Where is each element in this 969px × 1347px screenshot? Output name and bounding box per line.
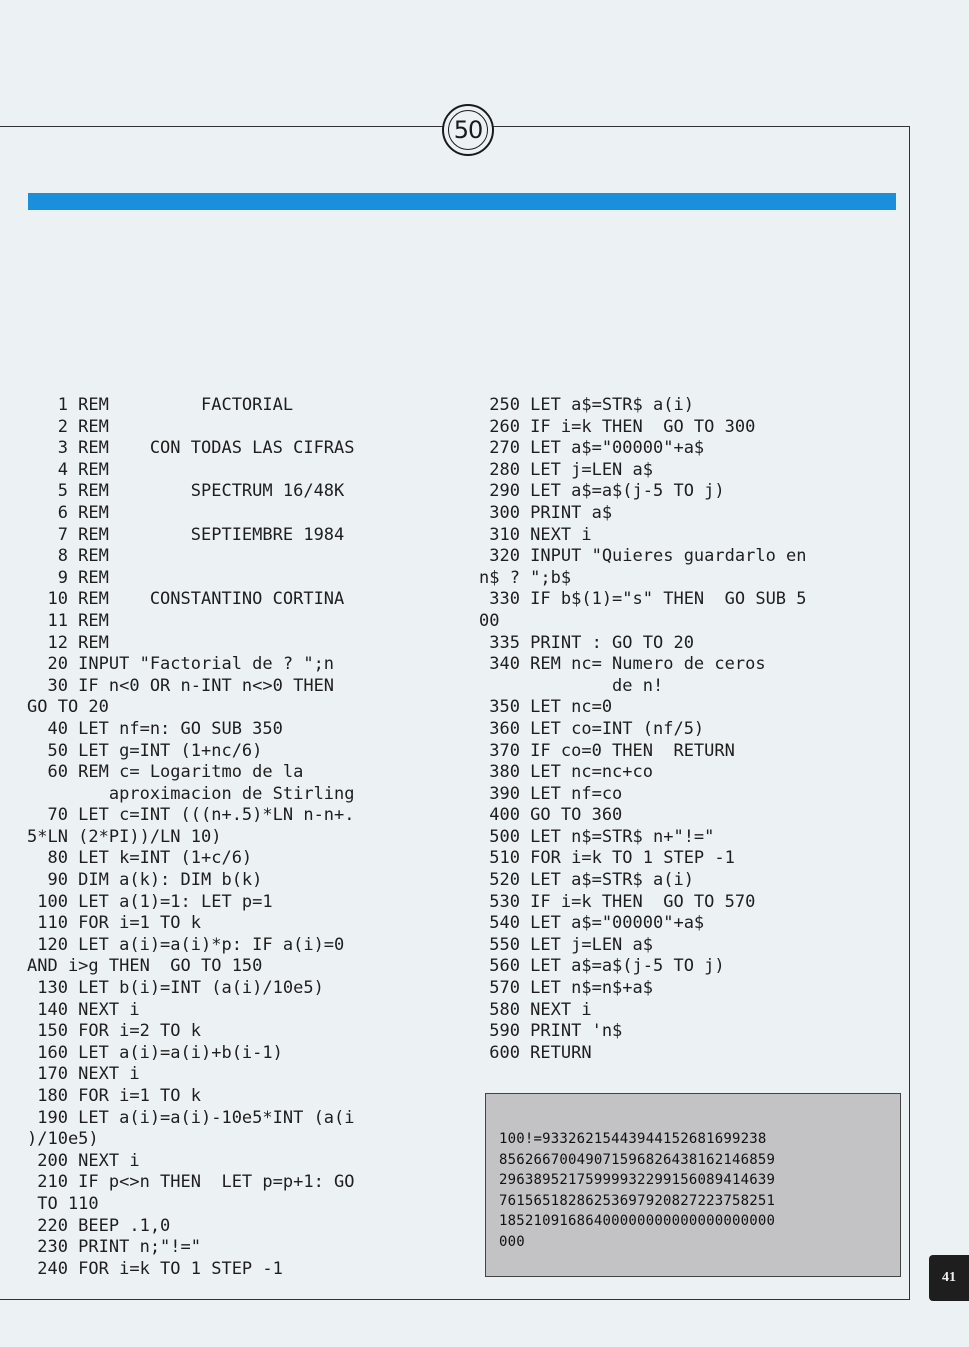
page-number: 41 xyxy=(929,1255,969,1301)
code-line: 270 LET a$="00000"+a$ xyxy=(479,438,705,459)
code-line: 310 NEXT i xyxy=(479,524,592,545)
code-line: 335 PRINT : GO TO 20 xyxy=(479,632,694,653)
code-line: 580 NEXT i xyxy=(479,999,592,1020)
code-line: 590 PRINT 'n$ xyxy=(479,1021,623,1042)
output-line: 000 xyxy=(499,1233,525,1250)
code-line: de n! xyxy=(479,675,664,696)
code-line: 300 PRINT a$ xyxy=(479,502,613,523)
code-line: 510 FOR i=k TO 1 STEP -1 xyxy=(479,848,735,869)
code-line: n$ ? ";b$ xyxy=(479,567,572,588)
output-line: 29638952175999932299156089414639 xyxy=(499,1172,776,1188)
code-line: 180 FOR i=1 TO k xyxy=(27,1086,201,1106)
code-line: 230 PRINT n;"!=" xyxy=(27,1237,201,1258)
code-line: 30 IF n<0 OR n-INT n<>0 THEN xyxy=(27,675,335,696)
code-line: 520 LET a$=STR$ a(i) xyxy=(479,870,694,891)
code-line: 340 REM nc= Numero de ceros xyxy=(479,654,766,675)
code-line: 5 REM SPECTRUM 16/48K xyxy=(27,481,345,502)
output-line: 18521091686400000000000000000000 xyxy=(499,1213,776,1229)
code-line: 570 LET n$=n$+a$ xyxy=(479,978,653,999)
basic-listing-right-column xyxy=(479,395,807,1064)
output-line: 85626670049071596826438162146859 xyxy=(499,1151,776,1168)
code-line: 390 LET nf=co xyxy=(479,783,623,804)
code-line: 60 REM c= Logaritmo de la xyxy=(27,762,304,783)
code-line: 250 LET a$=STR$ a(i) xyxy=(479,395,694,415)
code-line: 280 LET j=LEN a$ xyxy=(479,459,653,480)
code-line: 350 LET nc=0 xyxy=(479,697,613,718)
code-line: 240 FOR i=k TO 1 STEP -1 xyxy=(27,1258,283,1279)
code-line: aproximacion de Stirling xyxy=(27,783,355,804)
code-line: )/10e5) xyxy=(27,1129,99,1150)
program-number-badge xyxy=(442,104,494,156)
code-line: 210 IF p<>n THEN LET p=p+1: GO xyxy=(27,1172,355,1193)
code-line: 6 REM xyxy=(27,502,109,523)
code-line: 400 GO TO 360 xyxy=(479,805,623,826)
code-line: 140 NEXT i xyxy=(27,999,140,1020)
code-line: 550 LET j=LEN a$ xyxy=(479,934,653,955)
code-line: 12 REM xyxy=(27,632,109,653)
code-line: 100 LET a(1)=1: LET p=1 xyxy=(27,891,273,912)
code-line: 3 REM CON TODAS LAS CIFRAS xyxy=(27,438,355,459)
code-line: 370 IF co=0 THEN RETURN xyxy=(479,740,735,761)
code-line: TO 110 xyxy=(27,1193,99,1214)
code-line: 50 LET g=INT (1+nc/6) xyxy=(27,740,263,761)
code-line: 2 REM xyxy=(27,416,109,437)
code-line: 40 LET nf=n: GO SUB 350 xyxy=(27,718,283,739)
code-line: 530 IF i=k THEN GO TO 570 xyxy=(479,891,756,912)
basic-listing-left-column xyxy=(27,395,355,1280)
accent-bar xyxy=(28,193,896,210)
sample-output-box xyxy=(485,1093,901,1277)
code-line: 600 RETURN xyxy=(479,1042,592,1063)
code-line: 4 REM xyxy=(27,459,109,480)
code-line: 170 NEXT i xyxy=(27,1064,140,1085)
output-line: 76156518286253697920827223758251 xyxy=(499,1192,776,1209)
code-line: 320 INPUT "Quieres guardarlo en xyxy=(479,546,807,567)
code-line: 80 LET k=INT (1+c/6) xyxy=(27,848,253,869)
code-line: 20 INPUT "Factorial de ? ";n xyxy=(27,654,335,675)
code-line: 330 IF b$(1)="s" THEN GO SUB 5 xyxy=(479,589,807,610)
code-line: GO TO 20 xyxy=(27,697,109,718)
code-line: 500 LET n$=STR$ n+"!=" xyxy=(479,826,715,847)
output-line: 100!=93326215443944152681699238 xyxy=(499,1131,767,1147)
code-line: 8 REM xyxy=(27,546,109,567)
code-line: 120 LET a(i)=a(i)*p: IF a(i)=0 xyxy=(27,934,345,955)
code-line: 00 xyxy=(479,610,500,631)
code-line: 130 LET b(i)=INT (a(i)/10e5) xyxy=(27,978,324,999)
code-line: 70 LET c=INT (((n+.5)*LN n-n+. xyxy=(27,805,355,826)
code-line: 380 LET nc=nc+co xyxy=(479,762,653,783)
code-line: 200 NEXT i xyxy=(27,1150,140,1171)
code-line: 5*LN (2*PI))/LN 10) xyxy=(27,826,222,847)
code-line: 160 LET a(i)=a(i)+b(i-1) xyxy=(27,1042,283,1063)
code-line: 1 REM FACTORIAL xyxy=(27,395,294,415)
code-line: 540 LET a$="00000"+a$ xyxy=(479,913,705,934)
code-line: 11 REM xyxy=(27,610,109,631)
code-line: AND i>g THEN GO TO 150 xyxy=(27,956,263,977)
code-line: 90 DIM a(k): DIM b(k) xyxy=(27,870,263,891)
code-line: 190 LET a(i)=a(i)-10e5*INT (a(i xyxy=(27,1107,355,1128)
code-line: 560 LET a$=a$(j-5 TO j) xyxy=(479,956,725,977)
code-line: 150 FOR i=2 TO k xyxy=(27,1021,201,1042)
code-line: 10 REM CONSTANTINO CORTINA xyxy=(27,589,345,610)
code-line: 9 REM xyxy=(27,567,109,588)
program-number: 50 xyxy=(448,110,488,150)
code-line: 360 LET co=INT (nf/5) xyxy=(479,718,705,739)
code-line: 260 IF i=k THEN GO TO 300 xyxy=(479,416,756,437)
factorial-output-text xyxy=(499,1129,775,1252)
code-line: 290 LET a$=a$(j-5 TO j) xyxy=(479,481,725,502)
code-line: 110 FOR i=1 TO k xyxy=(27,913,201,934)
code-line: 7 REM SEPTIEMBRE 1984 xyxy=(27,524,345,545)
code-line: 220 BEEP .1,0 xyxy=(27,1215,171,1236)
